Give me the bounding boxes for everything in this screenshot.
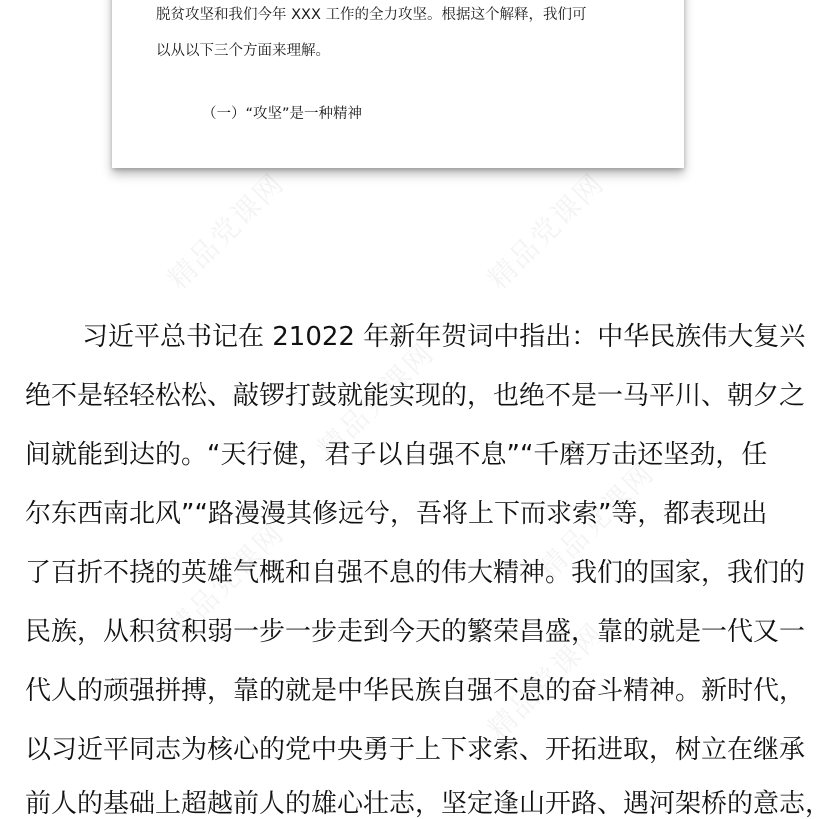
- paragraph-line: 尔东西南北风”“路漫漫其修远兮，吾将上下而求索”等，都表现出: [25, 499, 768, 529]
- section-heading: （一）“攻坚”是一种精神: [202, 106, 363, 122]
- watermark: 精品党课网: [481, 166, 611, 296]
- paragraph-line: 民族，从积贫积弱一步一步走到今天的繁荣昌盛，靠的就是一代又一: [25, 617, 806, 647]
- document-page-preview: [112, 0, 684, 168]
- watermark: 精品党课网: [311, 336, 441, 466]
- watermark: 精品党课网: [531, 456, 661, 586]
- card-text-line: 以从以下三个方面来理解。: [156, 43, 330, 59]
- paragraph-line: 间就能到达的。“天行健，君子以自强不息”“千磨万击还坚劲，任: [25, 440, 768, 470]
- paragraph-line: 前人的基础上超越前人的雄心壮志，坚定逢山开路、遇河架桥的意志，: [25, 789, 831, 819]
- watermark: 精品党课网: [161, 166, 291, 296]
- paragraph-line: 以习近平同志为核心的党中央勇于上下求索、开拓进取，树立在继承: [25, 735, 806, 765]
- watermark: 精品党课网: [161, 516, 291, 646]
- paragraph-line: 习近平总书记在 21022 年新年贺词中指出：中华民族伟大复兴: [82, 322, 806, 352]
- watermark: 精品党课网: [481, 616, 611, 746]
- paragraph-line: 代人的顽强拼搏，靠的就是中华民族自强不息的奋斗精神。新时代，: [25, 676, 806, 706]
- paragraph-line: 绝不是轻轻松松、敲锣打鼓就能实现的，也绝不是一马平川、朝夕之: [25, 381, 806, 411]
- paragraph-line: 了百折不挠的英雄气概和自强不息的伟大精神。我们的国家，我们的: [25, 558, 806, 588]
- card-text-line: 脱贫攻坚和我们今年 XXX 工作的全力攻坚。根据这个解释，我们可: [156, 7, 587, 23]
